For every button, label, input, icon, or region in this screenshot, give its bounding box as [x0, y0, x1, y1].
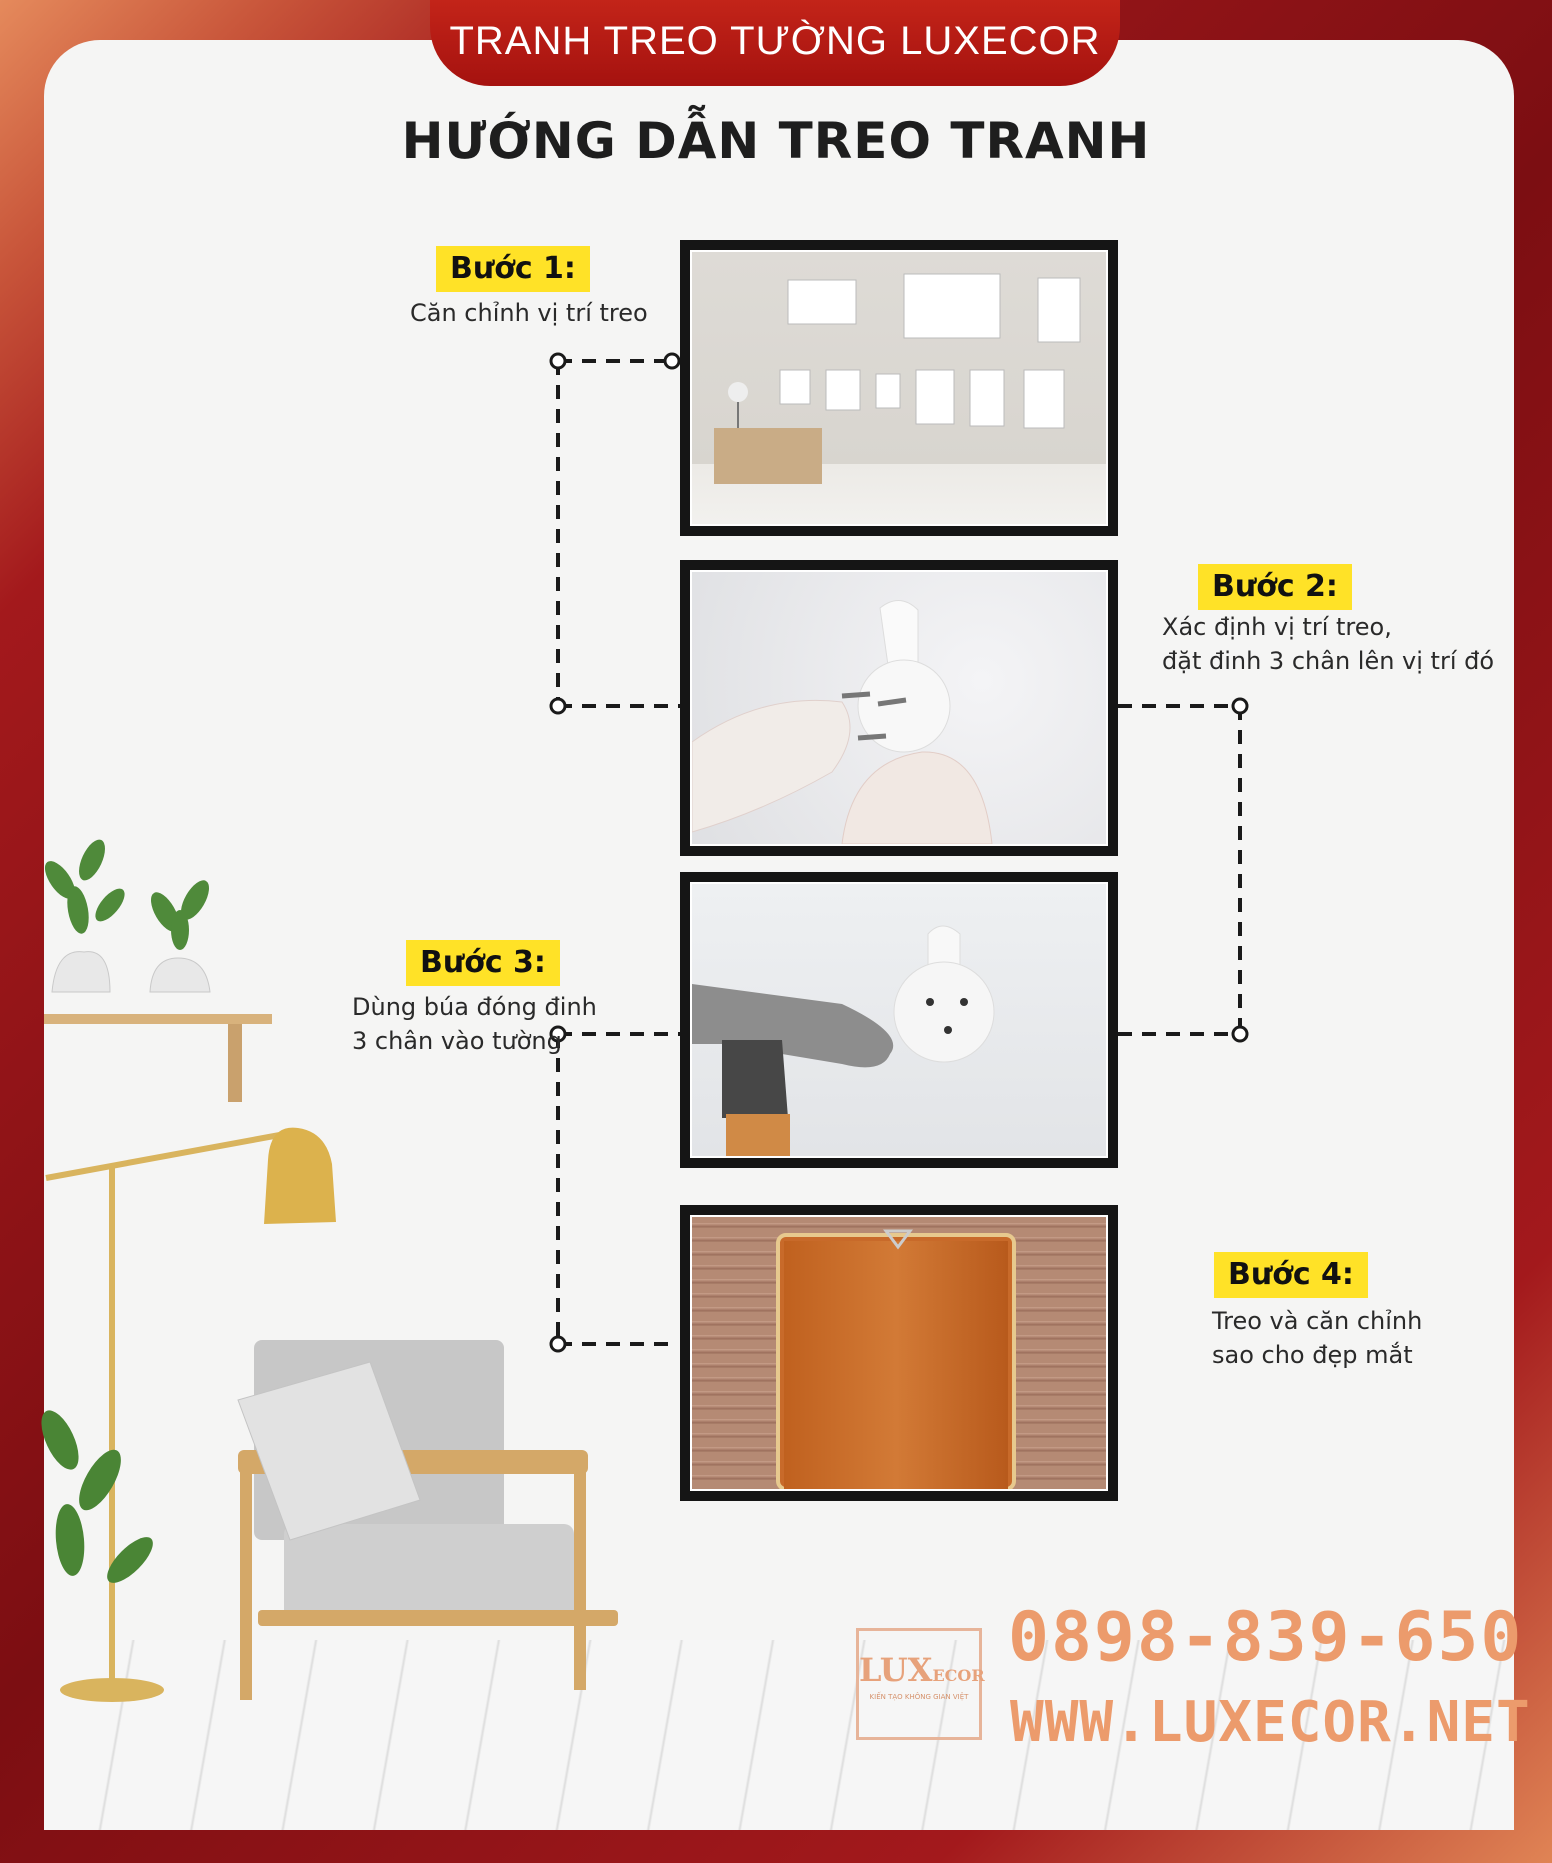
phone-number[interactable]: 0898-839-650 — [1008, 1598, 1524, 1677]
hammer-icon — [692, 884, 1106, 1156]
picture-frame-icon — [692, 1217, 1106, 1489]
step-1-label: Bước 1: — [436, 246, 590, 292]
step-4-label: Bước 4: — [1214, 1252, 1368, 1298]
step-3-text: Dùng búa đóng đinh 3 chân vào tường — [352, 993, 597, 1055]
step-4-text: Treo và căn chỉnh sao cho đẹp mắt — [1212, 1307, 1423, 1369]
plant-icon — [34, 1405, 160, 1590]
page-title: HƯỚNG DẪN TREO TRANH — [401, 112, 1151, 170]
step-1-text: Căn chỉnh vị trí treo — [410, 299, 648, 327]
step-1-photo — [680, 240, 1118, 536]
banner-text: TRANH TREO TƯỜNG LUXECOR — [449, 19, 1101, 63]
logo-tagline: KIẾN TẠO KHÔNG GIAN VIỆT — [869, 1693, 969, 1701]
hook-icon — [692, 572, 1106, 844]
brand-logo — [856, 1628, 985, 1740]
step-3-photo — [680, 872, 1118, 1168]
step-4-photo — [680, 1205, 1118, 1501]
website-link[interactable]: WWW.LUXECOR.NET — [1010, 1690, 1531, 1755]
plant-icon — [39, 836, 272, 1102]
logo-mark: LUXECOR — [859, 1651, 985, 1689]
step-2-text: Xác định vị trí treo, đặt đinh 3 chân lên vị trí đó — [1162, 613, 1495, 675]
step-2-photo — [680, 560, 1118, 856]
step-2-label: Bước 2: — [1198, 564, 1352, 610]
armchair-icon — [238, 1340, 618, 1700]
step-3-label: Bước 3: — [406, 940, 560, 986]
picture-frame-icon — [692, 252, 1106, 524]
